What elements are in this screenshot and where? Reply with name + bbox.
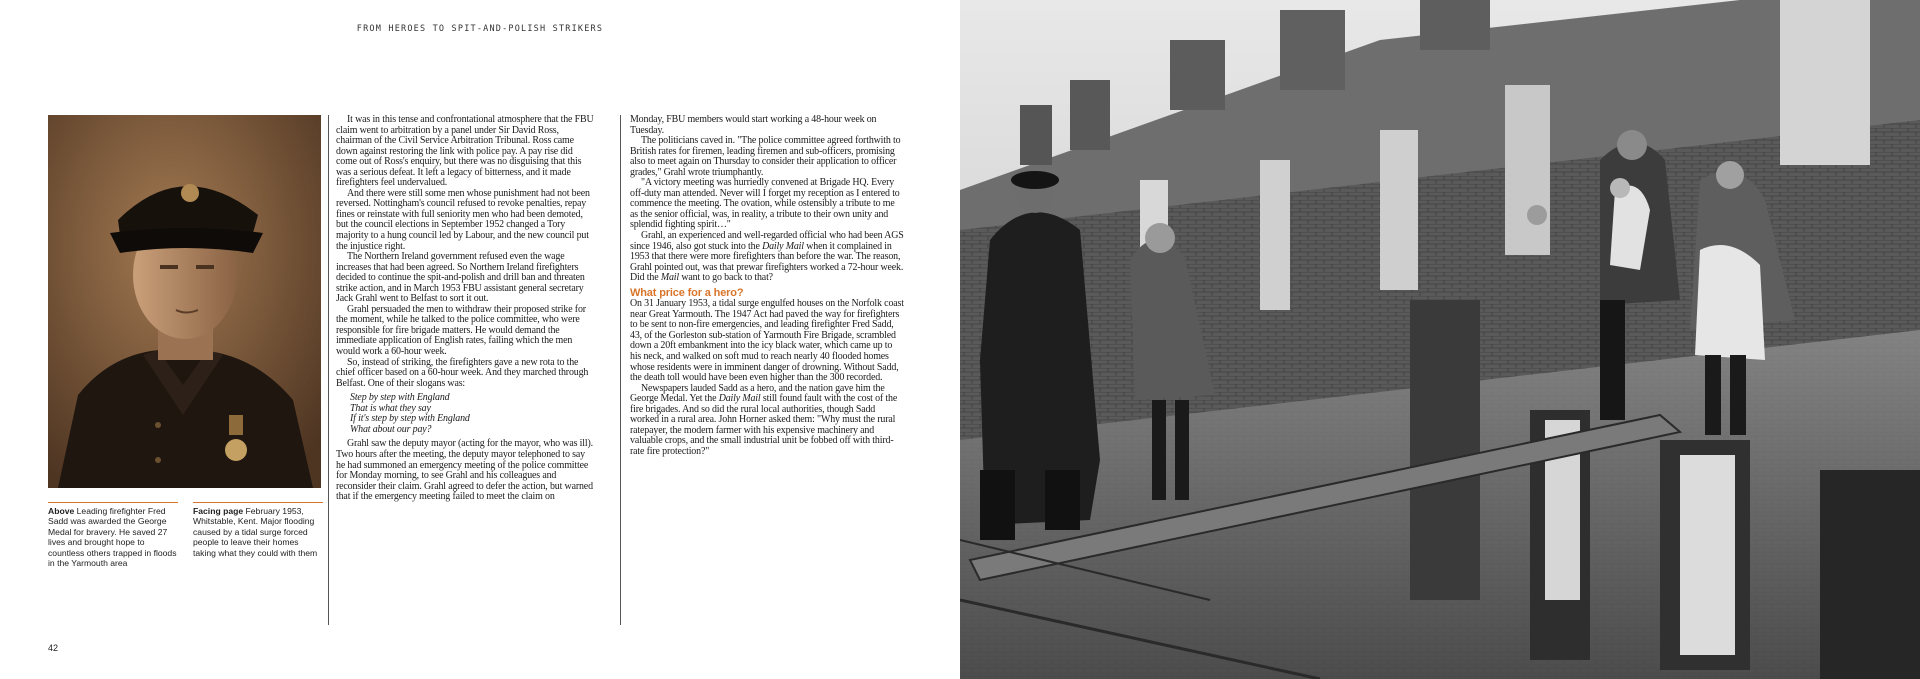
flood-photograph xyxy=(960,0,1920,679)
italic-run: Mail xyxy=(660,272,679,284)
text-run: Grahl, an experienced and well-regarded official who had been AGS since 1946, also got stuck into the xyxy=(630,230,904,252)
paragraph: Monday, FBU members would start working a 48-hour week on Tuesday. xyxy=(630,114,877,136)
subheading: What price for a hero? xyxy=(630,286,744,299)
text-run: still found fault with the cost of the fire brigades. And so did the rural local authorities, though Sadd worked in a rural area. John Horner asked them: "Why must the rural ratepayer, the modern farmer with his expensive machinery and valuable crops, and the small industrial unit be fobbed off with third-rate fire protection?" xyxy=(630,393,898,457)
paragraph xyxy=(630,231,904,284)
flood-photo-image xyxy=(960,0,1920,679)
text-column-1 xyxy=(336,115,594,503)
text-run: when it complained in 1953 that there were more firefighters than before the war. The reason, Grahl pointed out, was that prewar firefighters worked a 72-hour week. Did the xyxy=(630,240,904,284)
verse-line: What about our pay? xyxy=(350,423,432,435)
paragraph: The Northern Ireland government refused even the wage increases that had been agreed. So Northern Ireland firefighters decided to continue the spit-and-polish and drill ban and threaten strike action, and in March 1953 FBU assistant general secretary Jack Grahl went to Belfast to sort it out. xyxy=(336,251,585,305)
page-number: 42 xyxy=(48,643,59,653)
paragraph xyxy=(630,384,904,458)
paragraph: Grahl persuaded the men to withdraw their proposed strike for the moment, while he talked to the police committee, who were responsible for fire brigade matters. He would demand the immediate application of English rates, failing which the men would work a 60-hour week. xyxy=(336,303,586,358)
caption-above xyxy=(48,502,178,568)
running-head: FROM HEROES TO SPIT-AND-POLISH STRIKERS xyxy=(356,24,604,34)
paragraph: Grahl saw the deputy mayor (acting for the mayor, who was ill). Two hours after the meeting, the deputy mayor telephoned to say he had summoned an emergency meeting of the police committee for Monday morning, to see Grahl and his colleagues and reconsider their claim. Grahl agreed to defer the action, but warned that if the emergency meeting failed to meet the claim on xyxy=(336,438,593,503)
portrait-image xyxy=(48,115,321,488)
paragraph: It was in this tense and confrontational atmosphere that the FBU claim went to arbitration by a panel under Sir David Ross, chairman of the Civil Service Arbitration Tribunal. Ross came down against restoring the link with police pay. A pay rise did come out of Ross's enquiry, but there was no disguising that this was a serious defeat. It left a legacy of bitterness, and it made firefighters feel undervalued. xyxy=(336,114,594,189)
italic-run: Daily Mail xyxy=(718,393,761,405)
paragraph: So, instead of striking, the firefighters gave a new rota to the chief officer based on a 60-hour week. And they marched through Belfast. One of their slogans was: xyxy=(336,356,589,389)
column-rule xyxy=(620,115,621,625)
column-rule xyxy=(328,115,329,625)
paragraph: On 31 January 1953, a tidal surge engulfed houses on the Norfolk coast near Great Yarmouth. The 1947 Act had paved the way for firefighters to be sent to non-fire emergencies, and leading firefighter Fred Sadd, 43, of the Gorleston sub-station of Yarmouth Fire Brigade, scrambled down a 20ft embankment into the icy black water, which came up to his neck, and walked on soft mud to reach nearly 40 flooded homes whose residents were in imminent danger of drowning. Without Sadd, the death toll would have been even higher than the 300 recorded. xyxy=(630,298,904,384)
caption-facing-page xyxy=(193,502,323,558)
verse-line: If it's step by step with England xyxy=(350,413,470,425)
verse-line: That is what they say xyxy=(350,402,431,414)
caption-above-text: Leading firefighter Fred Sadd was awarded the George Medal for bravery. He saved 27 lives and brought hope to countless others trapped in floods in the Yarmouth area xyxy=(48,506,177,569)
portrait-photo-fred-sadd xyxy=(48,115,321,488)
caption-facing-page-label: Facing page xyxy=(193,506,244,516)
text-column-2 xyxy=(630,115,904,458)
italic-run: Daily Mail xyxy=(762,240,804,252)
slogan-verse xyxy=(350,393,594,435)
paragraph: "A victory meeting was hurriedly convened at Brigade HQ. Every off-duty man attended. Never will I forget my reception as I entered to commence the meeting. The ovation, while ostensibly a tribute to me as the senior official, was, in reality, a tribute to their own unity and splendid fighting spirit…" xyxy=(630,177,900,231)
text-run: Newspapers lauded Sadd as a hero, and the nation gave him the George Medal. Yet the xyxy=(630,382,885,405)
caption-facing-page-text: February 1953, Whitstable, Kent. Major flooding caused by a tidal surge forced people to leave their homes taking what they could with them xyxy=(193,506,318,558)
verse-line: Step by step with England xyxy=(350,392,450,404)
paragraph: The politicians caved in. "The police committee agreed forthwith to British rates for firemen, leading firemen and sub-officers, promising also to meet again on Thursday to consider their application to officer grades," Grahl wrote triumphantly. xyxy=(630,135,901,178)
text-run: want to go back to that? xyxy=(679,272,773,284)
paragraph: And there were still some men whose punishment had not been reversed. Nottingham's council refused to revoke penalties, repay fines or reinstate with full seniority men who had been demoted, but the council elections in September 1952 changed a Tory majority to a hung council led by Labour, and the new council put the injustice right. xyxy=(336,187,590,252)
caption-above-label: Above xyxy=(48,506,75,516)
